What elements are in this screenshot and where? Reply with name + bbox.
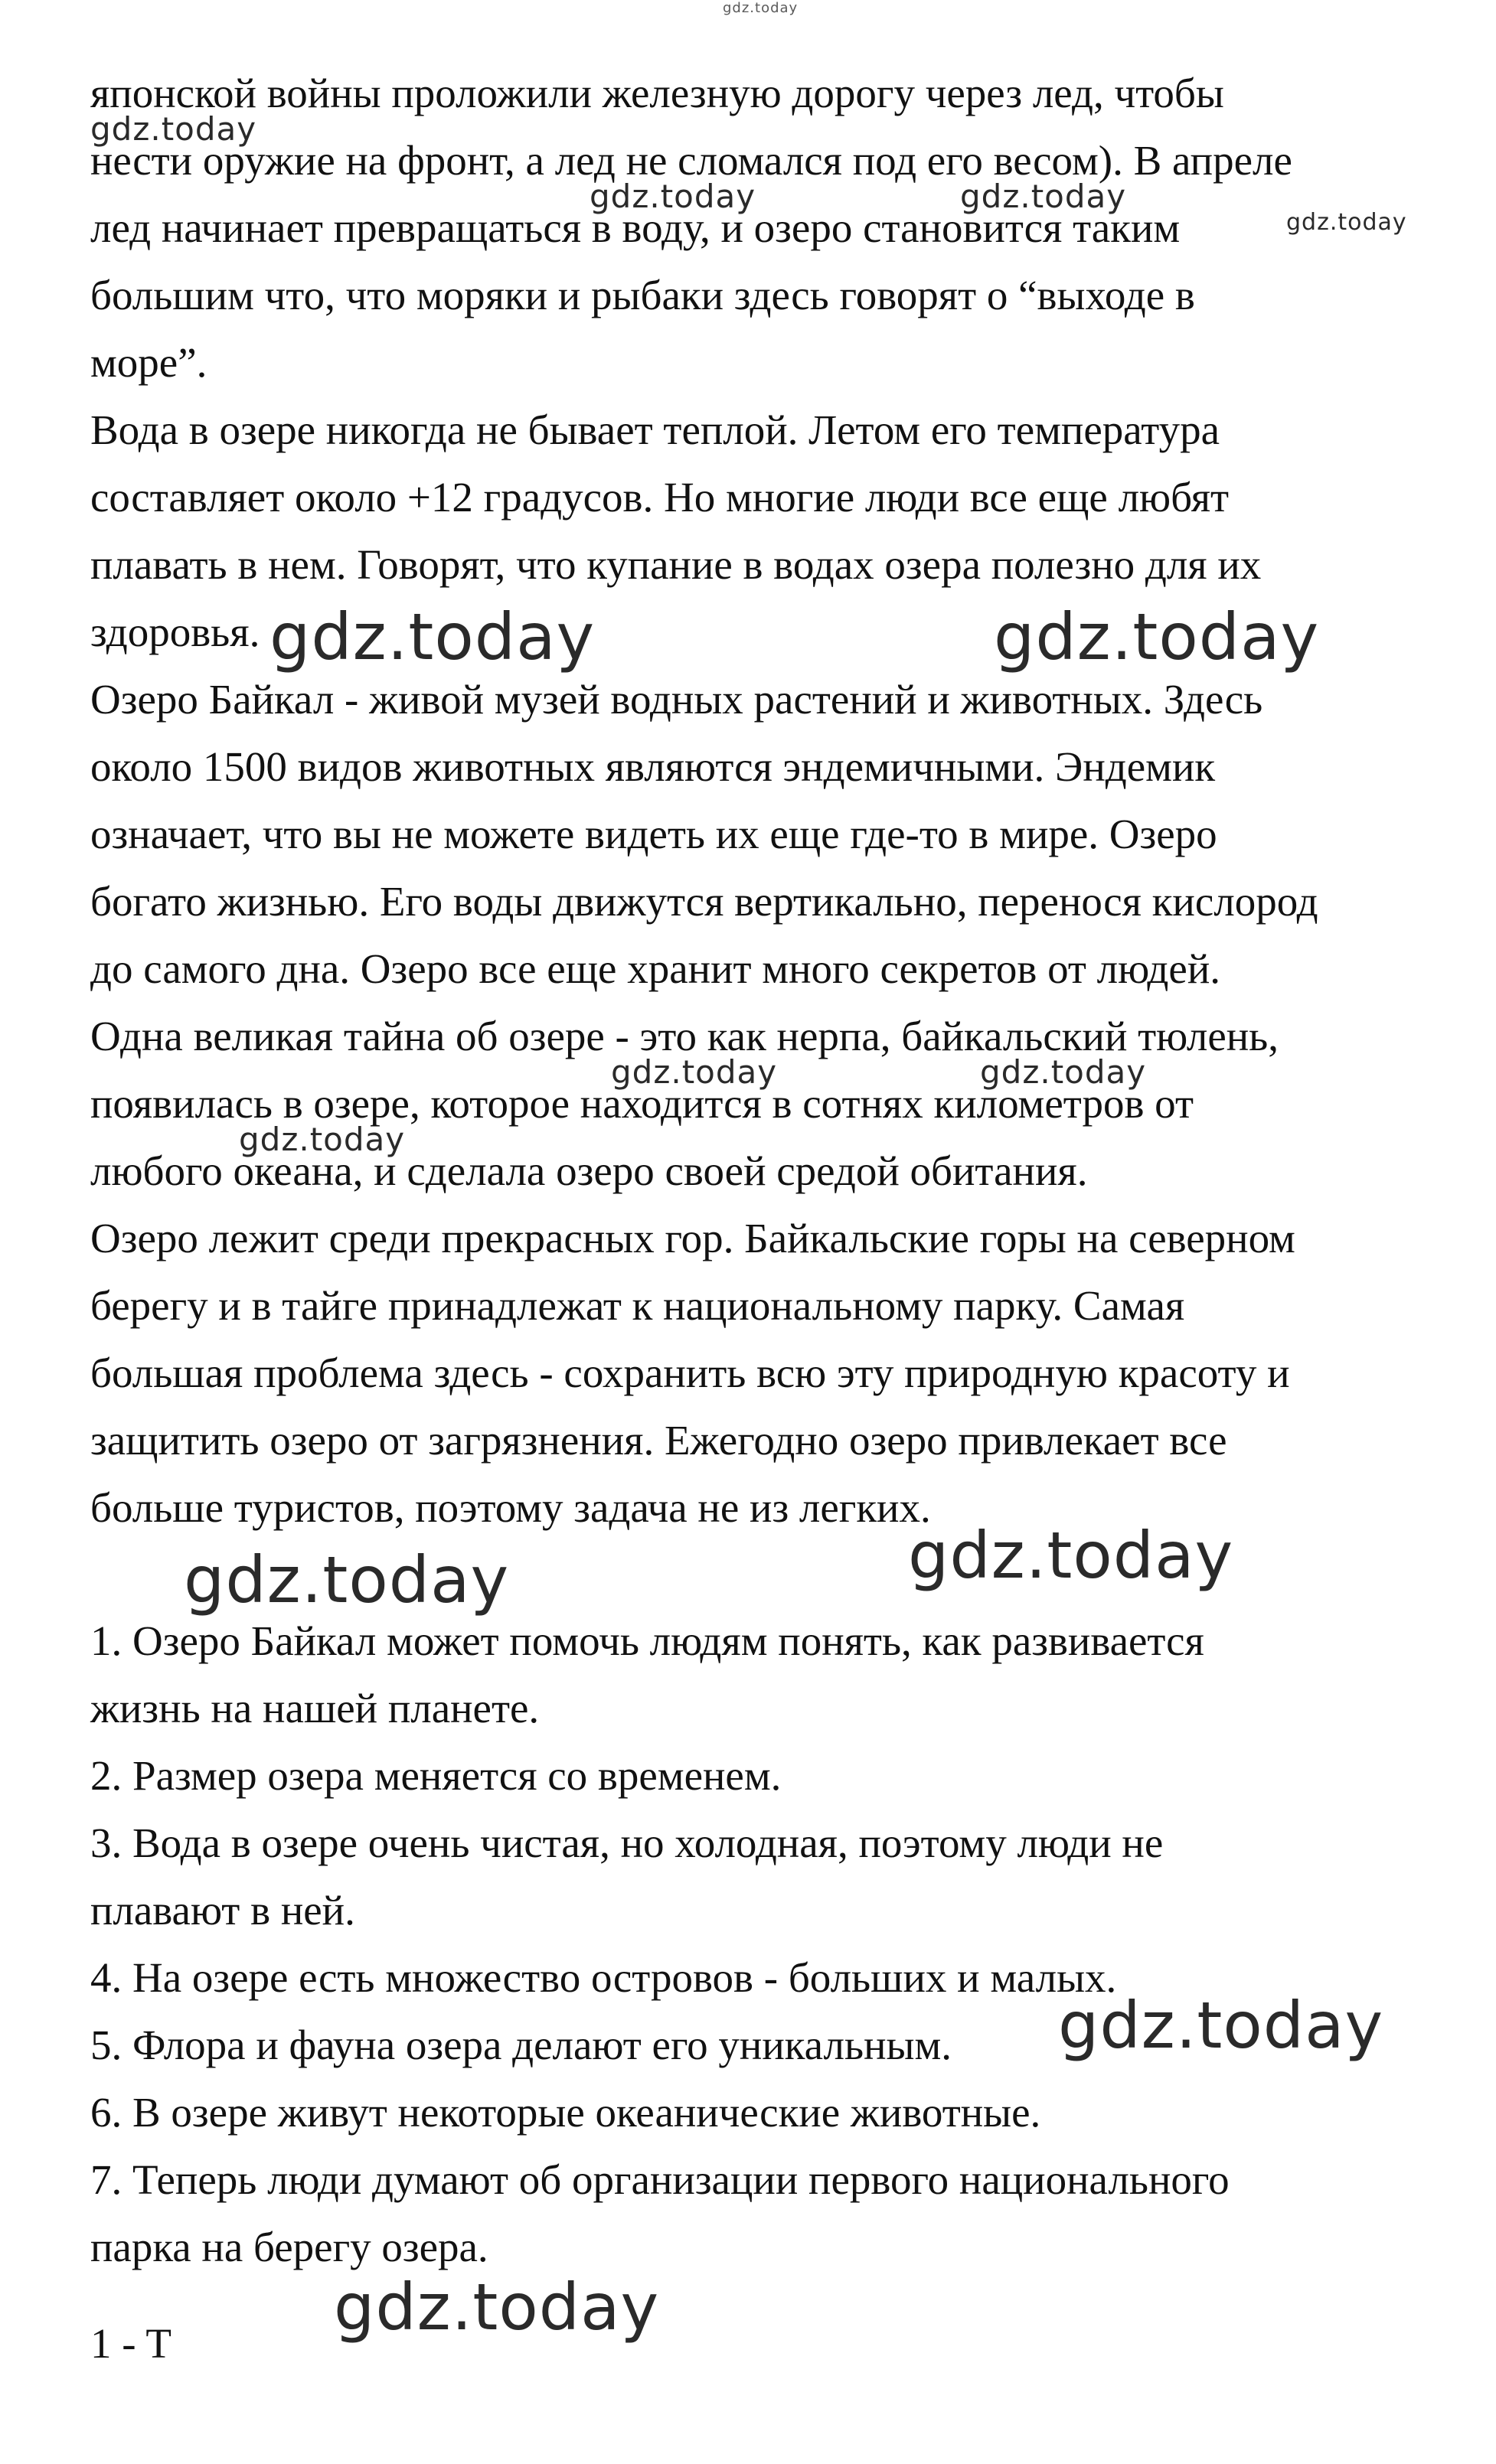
text-line: любого океана, и сделала озеро своей средой обитания. bbox=[90, 1147, 1088, 1194]
watermark: gdz.today bbox=[90, 110, 257, 148]
text-line: до самого дна. Озеро все еще хранит много секретов от людей. bbox=[90, 945, 1221, 992]
watermark: gdz.today bbox=[960, 178, 1127, 215]
text-line: означает, что вы не можете видеть их еще где-то в мире. Озеро bbox=[90, 811, 1217, 857]
text-line: берегу и в тайге принадлежат к национальному парку. Самая bbox=[90, 1282, 1185, 1329]
text-line: богато жизнью. Его воды движутся вертикально, перенося кислород bbox=[90, 878, 1318, 925]
text-line: большим что, что моряки и рыбаки здесь говорят о “выходе в bbox=[90, 272, 1195, 318]
statement-item: 2. Размер озера меняется со временем. bbox=[90, 1752, 782, 1799]
statement-item: 7. Теперь люди думают об организации первого национального bbox=[90, 2156, 1230, 2203]
text-line: большая проблема здесь - сохранить всю эту природную красоту и bbox=[90, 1349, 1290, 1396]
text-line: Вода в озере никогда не бывает теплой. Летом его температура bbox=[90, 406, 1220, 453]
watermark: gdz.today bbox=[980, 1053, 1147, 1091]
text-line: нести оружие на фронт, а лед не сломался под его весом). В апреле bbox=[90, 137, 1292, 184]
text-line: Озеро лежит среди прекрасных гор. Байкальские горы на северном bbox=[90, 1215, 1295, 1261]
watermark: gdz.today bbox=[184, 1542, 510, 1617]
text-line: японской войны проложили железную дорогу через лед, чтобы bbox=[90, 70, 1224, 116]
text-line: появилась в озере, которое находится в сотнях километров от bbox=[90, 1080, 1194, 1127]
watermark: gdz.today bbox=[723, 0, 799, 16]
statement-item: 1. Озеро Байкал может помочь людям понять, как развивается bbox=[90, 1617, 1204, 1664]
answer-label: 1 - T bbox=[90, 2320, 171, 2367]
statement-item: 4. На озере есть множество островов - больших и малых. bbox=[90, 1954, 1117, 2001]
watermark: gdz.today bbox=[590, 178, 756, 215]
text-line: Озеро Байкал - живой музей водных растений и животных. Здесь bbox=[90, 676, 1263, 723]
watermark: gdz.today bbox=[611, 1053, 778, 1091]
text-line: защитить озеро от загрязнения. Ежегодно озеро привлекает все bbox=[90, 1417, 1227, 1464]
text-line: здоровья. bbox=[90, 609, 260, 655]
watermark: gdz.today bbox=[334, 2270, 660, 2345]
text-line: больше туристов, поэтому задача не из легких. bbox=[90, 1484, 931, 1531]
watermark: gdz.today bbox=[1286, 209, 1407, 236]
watermark: gdz.today bbox=[994, 599, 1320, 674]
statement-item: 5. Флора и фауна озера делают его уникальным. bbox=[90, 2022, 952, 2068]
statement-item: жизнь на нашей планете. bbox=[90, 1685, 540, 1731]
statement-item: 6. В озере живут некоторые океанические животные. bbox=[90, 2089, 1041, 2136]
statement-item: парка на берегу озера. bbox=[90, 2224, 488, 2270]
watermark: gdz.today bbox=[1058, 1988, 1384, 2063]
text-line: море”. bbox=[90, 339, 207, 386]
text-line: составляет около +12 градусов. Но многие люди все еще любят bbox=[90, 474, 1230, 521]
statement-item: плавают в ней. bbox=[90, 1887, 355, 1934]
text-line: Одна великая тайна об озере - это как нерпа, байкальский тюлень, bbox=[90, 1013, 1279, 1059]
text-line: плавать в нем. Говорят, что купание в водах озера полезно для их bbox=[90, 541, 1262, 588]
text-line: около 1500 видов животных являются эндемичными. Эндемик bbox=[90, 743, 1216, 790]
watermark: gdz.today bbox=[269, 599, 596, 674]
watermark: gdz.today bbox=[239, 1121, 406, 1158]
text-line: лед начинает превращаться в воду, и озеро становится таким bbox=[90, 204, 1181, 251]
statement-item: 3. Вода в озере очень чистая, но холодная, поэтому люди не bbox=[90, 1819, 1164, 1866]
watermark: gdz.today bbox=[908, 1518, 1234, 1593]
